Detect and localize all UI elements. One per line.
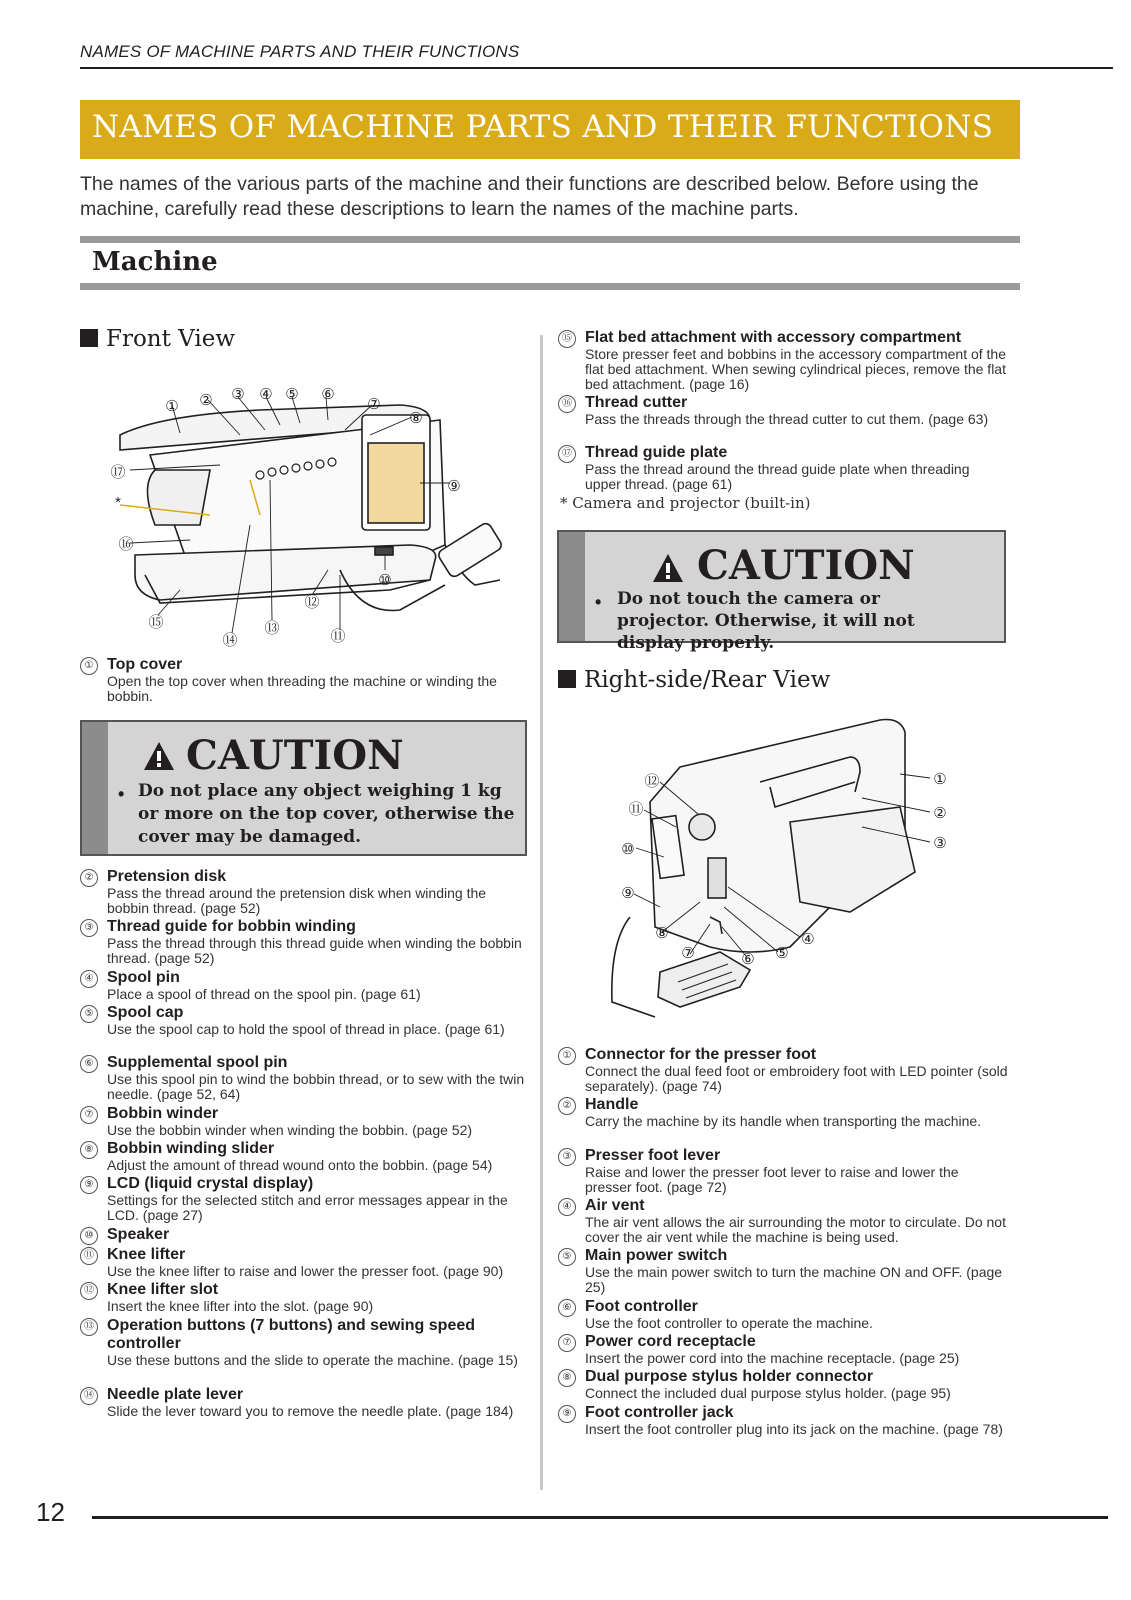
part-number: ⑦: [80, 1106, 98, 1124]
part-number: ⑤: [558, 1248, 576, 1266]
part-item: [80, 1226, 530, 1244]
part-description: Use the main power switch to turn the machine ON and OFF. (page 25): [585, 1264, 1003, 1295]
page-number: 12: [36, 1497, 65, 1527]
diagram-callout: ⑤: [285, 386, 299, 403]
part-description: Settings for the selected stitch and error messages appear in the LCD. (page 27): [107, 1192, 508, 1223]
part-item: [80, 1105, 530, 1138]
diagram-callout: ③: [231, 386, 245, 403]
diagram-asterisk: *: [115, 494, 121, 511]
part-description: Raise and lower the presser foot lever to raise and lower the presser foot. (page 72): [585, 1164, 959, 1195]
diagram-callout: ⑮: [148, 614, 164, 631]
square-bullet-icon: [558, 670, 576, 688]
part-item: [80, 656, 530, 704]
part-name: Supplemental spool pin: [107, 1054, 288, 1071]
part-item: [558, 1096, 1008, 1129]
diagram-callout: ④: [259, 386, 273, 403]
part-description: Carry the machine by its handle when transporting the machine.: [585, 1113, 982, 1129]
diagram-callout: ⑭: [222, 632, 238, 649]
part-name: Thread guide for bobbin winding: [107, 918, 356, 935]
part-item: [558, 394, 1008, 427]
part-description: Connect the dual feed foot or embroidery foot with LED pointer (sold separately). (page 74): [585, 1063, 1008, 1094]
diagram-callout: ①: [165, 398, 179, 415]
caution-text: Do not touch the camera or projector. Otherwise, it will not display properly.: [617, 589, 915, 653]
part-name: Flat bed attachment with accessory compartment: [585, 329, 962, 346]
part-name: Spool pin: [107, 969, 180, 986]
part-number: ⑭: [80, 1387, 98, 1405]
rear-view-heading-text: Right-side/Rear View: [584, 667, 831, 693]
diagram-callout: ⑪: [330, 628, 346, 645]
part-number: ①: [80, 657, 98, 675]
part-number: ②: [80, 869, 98, 887]
part-item: [80, 918, 530, 966]
section-title: Machine: [92, 247, 218, 277]
part-item: [558, 1368, 1008, 1401]
warning-triangle-icon: [142, 740, 176, 772]
part-item: [558, 1404, 1008, 1437]
part-name: LCD (liquid crystal display): [107, 1175, 314, 1192]
running-header: NAMES OF MACHINE PARTS AND THEIR FUNCTIONS: [80, 42, 520, 61]
part-description: Use these buttons and the slide to operate the machine. (page 15): [107, 1352, 518, 1368]
intro-paragraph: The names of the various parts of the machine and their functions are described below. Before using the machine, carefully read these descriptions to learn the names of the machine parts.: [80, 173, 979, 220]
part-number: ⑬: [80, 1318, 98, 1336]
part-name: Bobbin winding slider: [107, 1140, 275, 1157]
diagram-callout: ⑫: [644, 773, 660, 790]
title-bar: [80, 100, 1020, 159]
caution-stripe: [82, 722, 108, 854]
part-number: ②: [558, 1097, 576, 1115]
rear-view-diagram: [600, 712, 970, 1032]
bullet: •: [595, 592, 602, 612]
diagram-callout: ①: [933, 771, 947, 788]
diagram-callout: ⑰: [110, 464, 126, 481]
diagram-callout: ⑥: [741, 951, 755, 968]
part-name: Air vent: [585, 1197, 645, 1214]
part-item: [80, 1281, 530, 1314]
part-description: Use the knee lifter to raise and lower the presser foot. (page 90): [107, 1263, 504, 1279]
part-description: Store presser feet and bobbins in the accessory compartment of the flat bed attachment. When sewing cylindrical pieces, remove the flat bed attachment. (page 16): [585, 346, 1007, 392]
diagram-callout: ⑬: [264, 620, 280, 637]
diagram-callout: ⑩: [621, 841, 635, 858]
rear-view-heading: [558, 667, 830, 693]
front-view-diagram: [100, 375, 530, 655]
diagram-callout: ⑦: [681, 945, 695, 962]
header-rule: [80, 67, 1113, 69]
part-description: Slide the lever toward you to remove the needle plate. (page 184): [107, 1403, 514, 1419]
part-description: The air vent allows the air surrounding the motor to circulate. Do not cover the air vent while the machine is being used.: [585, 1214, 1006, 1245]
part-description: Pass the thread through this thread guide when winding the bobbin thread. (page 52): [107, 935, 522, 966]
diagram-callout: ⑪: [628, 801, 644, 818]
part-name: Knee lifter: [107, 1246, 186, 1263]
part-number: ⑥: [80, 1055, 98, 1073]
part-number: ⑨: [558, 1405, 576, 1423]
part-item: [80, 1175, 530, 1223]
front-view-heading-text: Front View: [106, 326, 236, 352]
diagram-callout: ③: [933, 835, 947, 852]
front-view-heading: [80, 326, 235, 352]
part-name: Knee lifter slot: [107, 1281, 219, 1298]
part-name: Dual purpose stylus holder connector: [585, 1368, 874, 1385]
part-number: ③: [558, 1148, 576, 1166]
caution-box-camera: [557, 530, 1006, 653]
diagram-callout: ⑤: [775, 945, 789, 962]
part-description: Open the top cover when threading the machine or winding the bobbin.: [107, 673, 497, 704]
part-item: [558, 1298, 1008, 1331]
part-description: Pass the thread around the pretension disk when winding the bobbin thread. (page 52): [107, 885, 487, 916]
caution-text: Do not place any object weighing 1 kg or more on the top cover, otherwise the cover may be damaged.: [138, 781, 515, 847]
square-bullet-icon: [80, 329, 98, 347]
part-number: ⑰: [558, 445, 576, 463]
part-number: ④: [558, 1198, 576, 1216]
part-description: Use this spool pin to wind the bobbin thread, or to sew with the twin needle. (page 52, 64): [107, 1071, 525, 1102]
part-name: Presser foot lever: [585, 1147, 721, 1164]
caution-title: CAUTION: [186, 732, 404, 779]
part-number: ⑮: [558, 330, 576, 348]
part-item: [80, 1317, 530, 1368]
part-description: Insert the foot controller plug into its jack on the machine. (page 78): [585, 1421, 1003, 1437]
part-number: ⑧: [80, 1141, 98, 1159]
part-name: Bobbin winder: [107, 1105, 219, 1122]
part-description: Connect the included dual purpose stylus holder. (page 95): [585, 1385, 951, 1401]
part-description: Pass the thread around the thread guide plate when threading upper thread. (page 61): [585, 461, 970, 492]
part-description: Use the foot controller to operate the machine.: [585, 1315, 873, 1331]
part-item: [80, 1054, 530, 1102]
section-rule-bottom: [80, 283, 1020, 290]
part-name: Main power switch: [585, 1247, 728, 1264]
part-item: [558, 1147, 1008, 1195]
part-description: Insert the power cord into the machine receptacle. (page 25): [585, 1350, 960, 1366]
diagram-callout: ⑦: [367, 396, 381, 413]
part-item: [80, 868, 530, 916]
part-name: Top cover: [107, 656, 183, 673]
part-description: Pass the threads through the thread cutter to cut them. (page 63): [585, 411, 989, 427]
part-number: ⑤: [80, 1005, 98, 1023]
diagram-callout: ⑥: [321, 386, 335, 403]
part-description: Use the bobbin winder when winding the bobbin. (page 52): [107, 1122, 473, 1138]
caution-title: CAUTION: [697, 542, 915, 589]
part-description: Insert the knee lifter into the slot. (page 90): [107, 1298, 374, 1314]
part-name: Foot controller jack: [585, 1404, 734, 1421]
part-name: Handle: [585, 1096, 639, 1113]
part-description: Adjust the amount of thread wound onto the bobbin. (page 54): [107, 1157, 493, 1173]
footer-rule: [92, 1516, 1108, 1519]
part-name: Needle plate lever: [107, 1386, 244, 1403]
part-item: [80, 1246, 530, 1279]
diagram-callout: ②: [199, 392, 213, 409]
part-name: Foot controller: [585, 1298, 698, 1315]
diagram-callout: ④: [801, 931, 815, 948]
part-item: [558, 444, 1008, 492]
part-item: [558, 1333, 1008, 1366]
part-name: Thread guide plate: [585, 444, 728, 461]
diagram-callout: ⑯: [118, 536, 134, 553]
part-name: Speaker: [107, 1226, 170, 1243]
part-number: ⑨: [80, 1176, 98, 1194]
part-item: [80, 1140, 530, 1173]
part-number: ①: [558, 1047, 576, 1065]
part-number: ⑦: [558, 1334, 576, 1352]
part-number: ⑥: [558, 1299, 576, 1317]
part-name: Thread cutter: [585, 394, 688, 411]
part-item: [558, 1197, 1008, 1245]
caution-box-top-cover: [80, 720, 527, 856]
part-number: ⑪: [80, 1247, 98, 1265]
part-item: [80, 1004, 530, 1037]
section-rule-top: [80, 236, 1020, 243]
part-name: Operation buttons (7 buttons) and sewing speed controller: [107, 1317, 476, 1352]
part-item: [80, 969, 530, 1002]
caution-stripe: [559, 532, 585, 641]
part-number: ③: [80, 919, 98, 937]
part-number: ⑯: [558, 395, 576, 413]
part-name: Spool cap: [107, 1004, 184, 1021]
footnote-camera: * Camera and projector (built-in): [560, 494, 811, 512]
diagram-callout: ⑩: [378, 572, 392, 589]
diagram-callout: ⑨: [621, 885, 635, 902]
diagram-callout: ⑧: [655, 925, 669, 942]
part-number: ④: [80, 970, 98, 988]
bullet: •: [118, 784, 125, 804]
diagram-callout: ⑨: [447, 478, 461, 495]
part-description: Place a spool of thread on the spool pin. (page 61): [107, 986, 421, 1002]
diagram-callout: ⑧: [409, 410, 423, 427]
diagram-callout: ②: [933, 805, 947, 822]
part-item: [558, 329, 1008, 392]
part-name: Pretension disk: [107, 868, 227, 885]
part-item: [558, 1247, 1008, 1295]
column-divider: [540, 335, 543, 1490]
part-number: ⑩: [80, 1227, 98, 1245]
part-description: Use the spool cap to hold the spool of thread in place. (page 61): [107, 1021, 505, 1037]
part-name: Connector for the presser foot: [585, 1046, 817, 1063]
part-name: Power cord receptacle: [585, 1333, 756, 1350]
part-number: ⑧: [558, 1369, 576, 1387]
part-item: [558, 1046, 1008, 1094]
diagram-callout: ⑫: [304, 594, 320, 611]
part-item: [80, 1386, 530, 1419]
page-title: NAMES OF MACHINE PARTS AND THEIR FUNCTIONS: [92, 109, 994, 145]
part-number: ⑫: [80, 1282, 98, 1300]
warning-triangle-icon: [651, 552, 685, 584]
